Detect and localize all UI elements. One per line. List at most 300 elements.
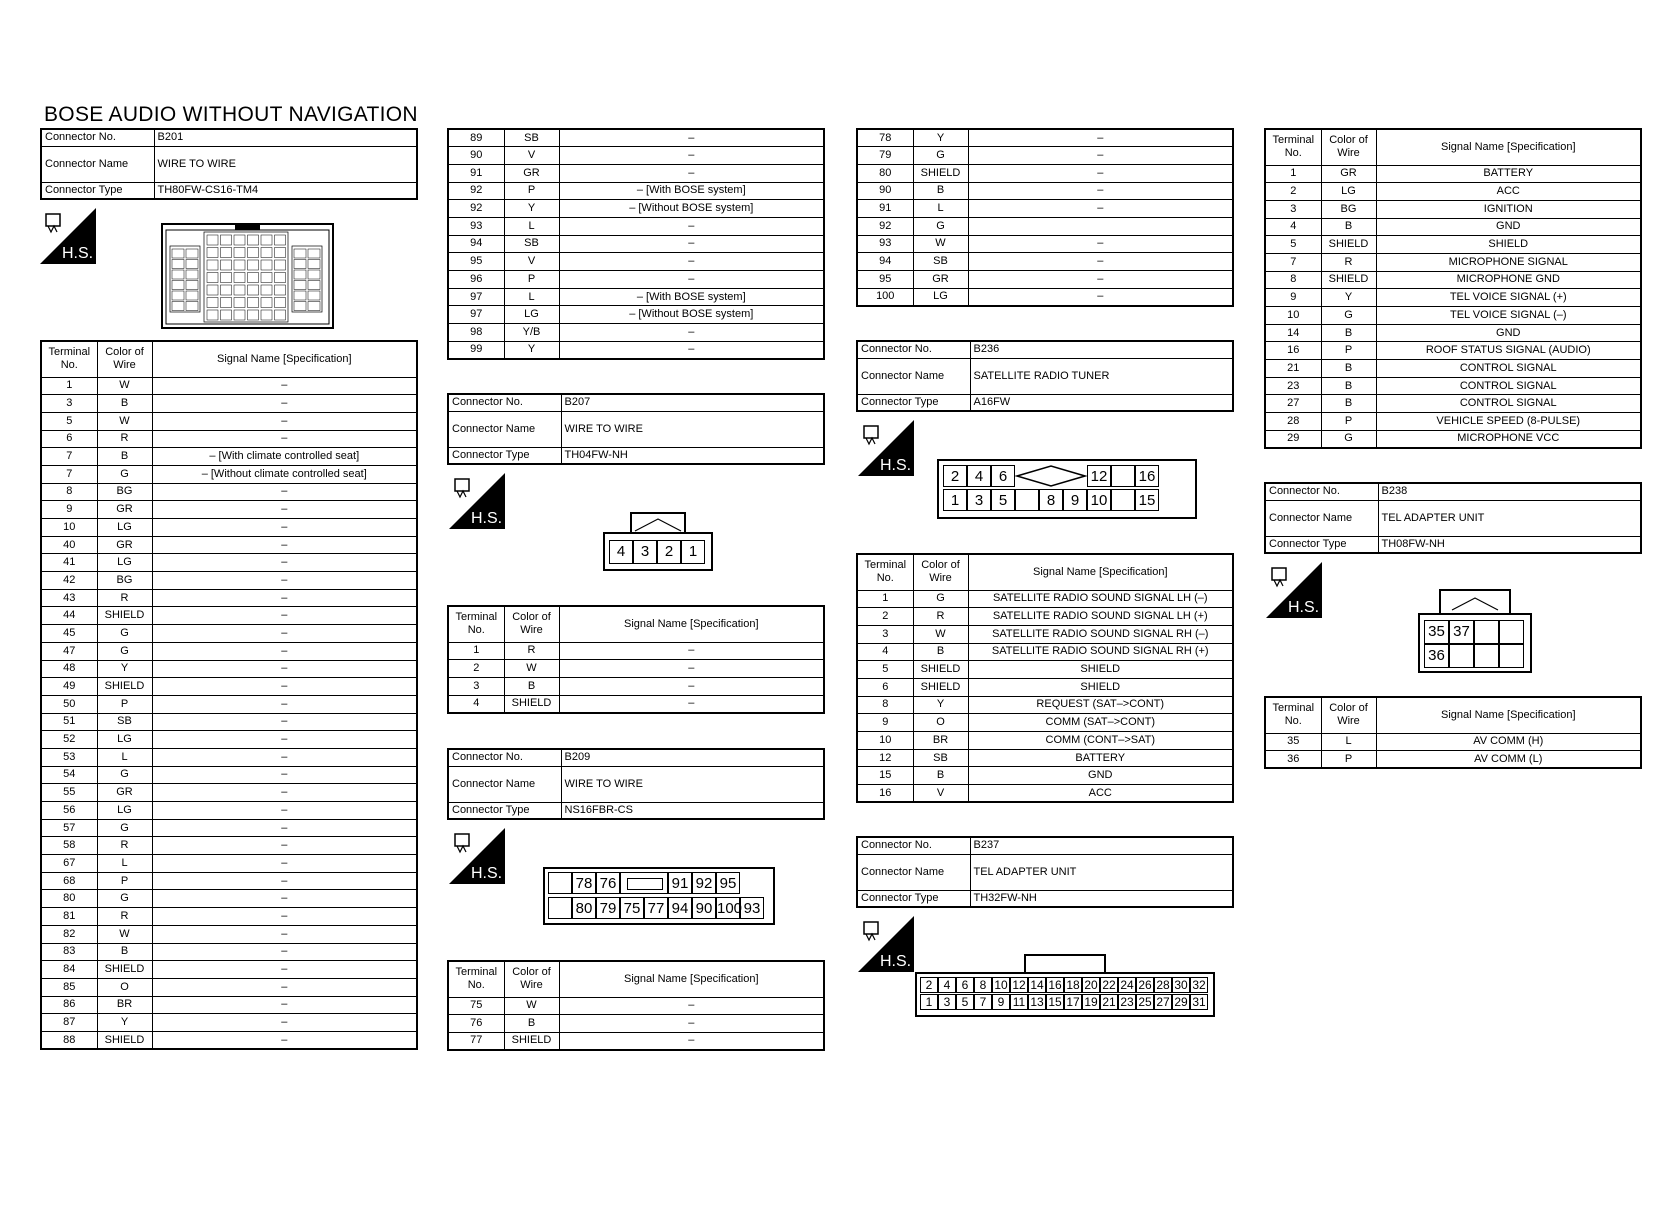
table-row [41, 519, 417, 537]
terminal-no-cell: 91 [857, 200, 913, 218]
b207-table-wrapper [447, 605, 825, 714]
wire-color-cell: W [913, 235, 968, 253]
connector-pin: 1 [681, 540, 705, 564]
table-row [41, 660, 417, 678]
wire-color-cell: B [1321, 395, 1376, 413]
signal-name-cell: TEL VOICE SIGNAL (–) [1376, 307, 1641, 325]
signal-name-cell: – [968, 288, 1233, 306]
terminal-no-cell: 95 [857, 271, 913, 289]
wire-color-cell: R [97, 589, 152, 607]
terminal-no-cell: 100 [857, 288, 913, 306]
color-of-wire-header: Color of Wire [913, 554, 968, 590]
table-row [448, 253, 824, 271]
connector-type-value: NS16FBR-CS [561, 802, 824, 819]
table-row [41, 961, 417, 979]
terminal-no-cell: 83 [41, 943, 97, 961]
connector-pin: 12 [1087, 465, 1111, 487]
terminal-no-cell: 44 [41, 607, 97, 625]
connector-name-value: TEL ADAPTER UNIT [1378, 500, 1641, 536]
terminal-no-cell: 3 [448, 677, 504, 695]
signal-name-cell: SATELLITE RADIO SOUND SIGNAL RH (–) [968, 625, 1233, 643]
connector-no-value: B237 [970, 837, 1233, 854]
connector-type-label: Connector Type [448, 802, 561, 819]
signal-name-cell: SHIELD [968, 661, 1233, 679]
signal-name-cell: – [559, 164, 824, 182]
connector-name-label: Connector Name [857, 854, 970, 890]
connector-name-label: Connector Name [448, 411, 561, 447]
connector-name-value: TEL ADAPTER UNIT [970, 854, 1233, 890]
terminal-no-cell: 88 [41, 1031, 97, 1049]
b209-continued-wrapper [856, 128, 1234, 307]
signal-name-cell: MICROPHONE SIGNAL [1376, 253, 1641, 271]
connector-pin: 4 [609, 540, 633, 564]
terminal-no-cell: 16 [1265, 342, 1321, 360]
connector-name-value: WIRE TO WIRE [154, 146, 417, 182]
connector-pin: 18 [1064, 977, 1082, 993]
connector-no-label: Connector No. [857, 341, 970, 358]
table-row [1265, 342, 1641, 360]
table-row [41, 589, 417, 607]
signal-name-cell: SATELLITE RADIO SOUND SIGNAL RH (+) [968, 643, 1233, 661]
table-row [41, 412, 417, 430]
wire-color-cell: G [97, 642, 152, 660]
terminal-no-cell: 99 [448, 341, 504, 359]
connector-pin: 17 [1064, 994, 1082, 1010]
terminal-no-cell: 2 [857, 608, 913, 626]
wire-color-cell: BR [97, 996, 152, 1014]
signal-name-cell: – [559, 677, 824, 695]
signal-name-cell: – [559, 147, 824, 165]
terminal-no-cell: 53 [41, 748, 97, 766]
terminal-no-cell: 8 [1265, 271, 1321, 289]
b236-section [856, 340, 1234, 412]
table-row [41, 642, 417, 660]
table-row [857, 714, 1233, 732]
wire-color-cell: SHIELD [504, 1032, 559, 1050]
signal-name-cell: SATELLITE RADIO SOUND SIGNAL LH (–) [968, 590, 1233, 608]
connector-pin [1474, 620, 1499, 644]
wire-color-cell: BR [913, 732, 968, 750]
wire-color-cell: LG [97, 519, 152, 537]
b209-section [447, 748, 825, 820]
table-row [41, 625, 417, 643]
connector-no-label: Connector No. [41, 129, 154, 146]
connector-type-label: Connector Type [857, 394, 970, 411]
terminal-no-cell: 90 [857, 182, 913, 200]
signal-name-cell: – [559, 1015, 824, 1033]
connector-type-value: TH08FW-NH [1378, 536, 1641, 553]
wire-color-cell: B [97, 943, 152, 961]
signal-name-cell: – [559, 695, 824, 713]
wire-color-cell: R [1321, 253, 1376, 271]
table-row [41, 377, 417, 395]
signal-name-cell: – [559, 129, 824, 147]
connector-pin: 91 [668, 872, 692, 894]
terminal-no-cell: 76 [448, 1015, 504, 1033]
table-row [1265, 395, 1641, 413]
table-row [1265, 360, 1641, 378]
terminal-no-cell: 28 [1265, 413, 1321, 431]
connector-pin: 9 [1063, 489, 1087, 511]
table-row [857, 200, 1233, 218]
connector-no-label: Connector No. [448, 394, 561, 411]
terminal-no-cell: 84 [41, 961, 97, 979]
connector-no-value: B201 [154, 129, 417, 146]
wire-color-cell: SHIELD [97, 607, 152, 625]
terminal-no-header: Terminal No. [1265, 697, 1321, 733]
wire-color-cell: Y [504, 200, 559, 218]
wire-color-cell: SHIELD [913, 678, 968, 696]
wire-color-cell: V [504, 253, 559, 271]
table-row [448, 997, 824, 1015]
table-row [857, 767, 1233, 785]
wire-color-cell: Y [504, 341, 559, 359]
terminal-no-cell: 45 [41, 625, 97, 643]
connector-pin: 4 [967, 465, 991, 487]
color-of-wire-header: Color of Wire [1321, 129, 1376, 165]
terminal-no-header: Terminal No. [857, 554, 913, 590]
signal-name-cell: – [152, 908, 417, 926]
signal-name-cell: SATELLITE RADIO SOUND SIGNAL LH (+) [968, 608, 1233, 626]
connector-pin: 1 [920, 994, 938, 1010]
wire-color-cell: W [504, 660, 559, 678]
b237-connector-face [915, 953, 1215, 1017]
wire-color-cell: L [97, 855, 152, 873]
b237-table [1264, 128, 1642, 449]
wire-color-cell: SHIELD [97, 961, 152, 979]
wire-color-cell: LG [97, 731, 152, 749]
signal-name-cell: – [152, 642, 417, 660]
table-row [448, 642, 824, 660]
signal-name-cell: – [152, 589, 417, 607]
table-row [448, 182, 824, 200]
connector-pin: 16 [1046, 977, 1064, 993]
terminal-no-cell: 51 [41, 713, 97, 731]
signal-name-cell: REQUEST (SAT–>CONT) [968, 696, 1233, 714]
wire-color-cell: GR [97, 536, 152, 554]
signal-name-cell: – [152, 784, 417, 802]
wire-color-cell: GR [913, 271, 968, 289]
table-row [857, 608, 1233, 626]
signal-name-cell: – [Without BOSE system] [559, 200, 824, 218]
signal-name-cell: – [559, 1032, 824, 1050]
b209-continued-rows [857, 129, 1233, 306]
b238-table-wrapper [1264, 696, 1642, 769]
terminal-no-cell: 79 [857, 147, 913, 165]
wire-color-cell: W [504, 997, 559, 1015]
table-row [1265, 183, 1641, 201]
signal-name-cell: – [559, 341, 824, 359]
terminal-no-cell: 9 [1265, 289, 1321, 307]
connector-pin: 37 [1449, 620, 1474, 644]
table-row [1265, 733, 1641, 751]
signal-name-cell: – [152, 713, 417, 731]
connector-pin: 20 [1082, 977, 1100, 993]
connector-pin: 14 [1028, 977, 1046, 993]
wire-color-cell: GR [1321, 165, 1376, 183]
b238-header-table [1264, 482, 1642, 554]
table-row [1265, 253, 1641, 271]
connector-name-label: Connector Name [448, 766, 561, 802]
table-row [41, 802, 417, 820]
b201-table [40, 340, 418, 1050]
b201-rows [41, 377, 417, 1049]
table-row [41, 766, 417, 784]
terminal-no-cell: 14 [1265, 324, 1321, 342]
wire-color-cell: W [97, 925, 152, 943]
terminal-no-cell: 55 [41, 784, 97, 802]
connector-pin: 5 [991, 489, 1015, 511]
wire-color-cell: B [1321, 377, 1376, 395]
b201-continued-table [447, 128, 825, 360]
terminal-no-cell: 89 [448, 129, 504, 147]
table-row [857, 625, 1233, 643]
b237-header-table [856, 836, 1234, 908]
terminal-no-cell: 67 [41, 855, 97, 873]
signal-name-cell: – [152, 1031, 417, 1049]
terminal-no-cell: 6 [41, 430, 97, 448]
connector-pin: 29 [1172, 994, 1190, 1010]
wire-color-cell: Y [1321, 289, 1376, 307]
connector-key-icon [1015, 465, 1087, 487]
connector-pin: 6 [956, 977, 974, 993]
terminal-no-cell: 93 [448, 217, 504, 235]
connector-key-slot [627, 878, 663, 890]
signal-name-cell: CONTROL SIGNAL [1376, 395, 1641, 413]
signal-name-cell: – [With BOSE system] [559, 288, 824, 306]
b238-rows [1265, 733, 1641, 768]
table-row [857, 696, 1233, 714]
signal-name-cell: – [152, 802, 417, 820]
connector-no-label: Connector No. [857, 837, 970, 854]
b209-table-wrapper [447, 960, 825, 1051]
table-row [1265, 307, 1641, 325]
table-row [857, 678, 1233, 696]
terminal-no-cell: 78 [857, 129, 913, 147]
page-title: BOSE AUDIO WITHOUT NAVIGATION [44, 103, 418, 126]
signal-name-cell: – [968, 164, 1233, 182]
b209-header-table [447, 748, 825, 820]
wire-color-cell: SB [504, 129, 559, 147]
hs-harness-icon [40, 208, 96, 264]
wire-color-cell: W [97, 377, 152, 395]
signal-name-cell: – [968, 147, 1233, 165]
wire-color-cell: BG [1321, 200, 1376, 218]
terminal-no-cell: 92 [448, 182, 504, 200]
table-row [41, 890, 417, 908]
wire-color-cell: G [913, 147, 968, 165]
signal-name-cell: MICROPHONE VCC [1376, 430, 1641, 448]
table-row [857, 235, 1233, 253]
terminal-no-cell: 5 [41, 412, 97, 430]
table-row [448, 1032, 824, 1050]
signal-name-cell: – [968, 200, 1233, 218]
terminal-no-cell: 7 [1265, 253, 1321, 271]
signal-name-cell: – [152, 819, 417, 837]
signal-name-cell: AV COMM (H) [1376, 733, 1641, 751]
wire-color-cell: GR [504, 164, 559, 182]
wire-color-cell: B [1321, 324, 1376, 342]
connector-pin [1015, 489, 1039, 511]
connector-pin: 95 [716, 872, 740, 894]
signal-name-cell: BATTERY [968, 749, 1233, 767]
signal-name-cell: – [968, 182, 1233, 200]
terminal-no-cell: 4 [857, 643, 913, 661]
terminal-no-header: Terminal No. [1265, 129, 1321, 165]
signal-name-cell: – [152, 695, 417, 713]
table-row [41, 748, 417, 766]
connector-pin: 26 [1136, 977, 1154, 993]
connector-pin: 92 [692, 872, 716, 894]
table-row [41, 395, 417, 413]
terminal-no-cell: 95 [448, 253, 504, 271]
terminal-no-cell: 81 [41, 908, 97, 926]
signal-name-cell: – [152, 855, 417, 873]
svg-text:H.S.: H.S. [1288, 599, 1320, 616]
table-row [857, 129, 1233, 147]
signal-name-cell: MICROPHONE GND [1376, 271, 1641, 289]
b201-section [40, 128, 418, 200]
wire-color-cell: SHIELD [97, 1031, 152, 1049]
connector-pin: 9 [992, 994, 1010, 1010]
connector-no-label: Connector No. [448, 749, 561, 766]
color-of-wire-header: Color of Wire [504, 961, 559, 997]
terminal-no-cell: 1 [857, 590, 913, 608]
wire-color-cell: LG [97, 802, 152, 820]
table-row [448, 200, 824, 218]
connector-pin: 16 [1135, 465, 1159, 487]
signal-name-cell: – [152, 430, 417, 448]
table-row [41, 925, 417, 943]
wire-color-cell: B [1321, 218, 1376, 236]
b238-section [1264, 482, 1642, 554]
terminal-no-cell: 29 [1265, 430, 1321, 448]
terminal-no-cell: 68 [41, 872, 97, 890]
wire-color-cell: R [913, 608, 968, 626]
wire-color-cell: B [913, 182, 968, 200]
terminal-no-cell: 23 [1265, 377, 1321, 395]
table-row [41, 448, 417, 466]
table-row [857, 164, 1233, 182]
terminal-no-cell: 50 [41, 695, 97, 713]
terminal-no-cell: 87 [41, 1014, 97, 1032]
terminal-no-cell: 21 [1265, 360, 1321, 378]
signal-name-cell: – [559, 235, 824, 253]
wire-color-cell: L [504, 288, 559, 306]
table-row [1265, 377, 1641, 395]
table-row [448, 306, 824, 324]
connector-pin: 93 [740, 897, 764, 919]
terminal-no-cell: 56 [41, 802, 97, 820]
wire-color-cell: B [913, 767, 968, 785]
terminal-no-cell: 75 [448, 997, 504, 1015]
signal-name-cell: – [968, 253, 1233, 271]
wire-color-cell: L [1321, 733, 1376, 751]
terminal-no-cell: 77 [448, 1032, 504, 1050]
signal-name-cell: – [152, 890, 417, 908]
wire-color-cell: SB [913, 253, 968, 271]
connector-type-value: TH80FW-CS16-TM4 [154, 182, 417, 199]
wire-color-cell: O [97, 978, 152, 996]
table-row [857, 732, 1233, 750]
signal-name-cell [968, 217, 1233, 235]
table-row [1265, 165, 1641, 183]
terminal-no-cell: 1 [448, 642, 504, 660]
terminal-no-cell: 92 [448, 200, 504, 218]
wire-color-cell: G [97, 766, 152, 784]
b201-continued-wrapper [447, 128, 825, 360]
color-of-wire-header: Color of Wire [504, 606, 559, 642]
wire-color-cell: G [1321, 307, 1376, 325]
wire-color-cell: G [97, 625, 152, 643]
signal-name-cell: – [With BOSE system] [559, 182, 824, 200]
signal-name-cell: CONTROL SIGNAL [1376, 360, 1641, 378]
signal-name-cell: – [152, 1014, 417, 1032]
signal-name-cell: – [559, 642, 824, 660]
table-row [41, 501, 417, 519]
signal-name-cell: – [152, 501, 417, 519]
terminal-no-cell: 94 [857, 253, 913, 271]
wire-color-cell: L [913, 200, 968, 218]
terminal-no-cell: 7 [41, 465, 97, 483]
signal-name-cell: – [968, 271, 1233, 289]
terminal-no-cell: 3 [41, 395, 97, 413]
connector-pin: 24 [1118, 977, 1136, 993]
b236-header-table [856, 340, 1234, 412]
table-row [41, 713, 417, 731]
connector-slot [620, 872, 668, 894]
table-row [41, 1031, 417, 1049]
table-row [448, 147, 824, 165]
wire-color-cell: LG [504, 306, 559, 324]
signal-name-cell: – [152, 872, 417, 890]
b236-table [856, 553, 1234, 803]
connector-no-value: B236 [970, 341, 1233, 358]
terminal-no-header: Terminal No. [448, 961, 504, 997]
table-row [41, 855, 417, 873]
terminal-no-cell: 91 [448, 164, 504, 182]
signal-name-cell: – [152, 607, 417, 625]
wire-color-cell: V [504, 147, 559, 165]
connector-type-label: Connector Type [857, 890, 970, 907]
b238-table [1264, 696, 1642, 769]
table-row [41, 731, 417, 749]
connector-pin: 23 [1118, 994, 1136, 1010]
terminal-no-cell: 49 [41, 678, 97, 696]
wire-color-cell: P [97, 695, 152, 713]
b209-connector-face [543, 867, 775, 925]
table-row [41, 695, 417, 713]
hs-harness-icon [1266, 562, 1322, 618]
table-row [1265, 289, 1641, 307]
b201-header-table [40, 128, 418, 200]
connector-pin [1474, 644, 1499, 668]
wire-color-cell: SHIELD [97, 678, 152, 696]
terminal-no-cell: 10 [857, 732, 913, 750]
terminal-no-cell: 96 [448, 271, 504, 289]
terminal-no-cell: 7 [41, 448, 97, 466]
signal-name-cell: – [968, 235, 1233, 253]
signal-name-cell: – [152, 961, 417, 979]
connector-name-value: WIRE TO WIRE [561, 766, 824, 802]
b237-table-wrapper [1264, 128, 1642, 449]
terminal-no-cell: 4 [1265, 218, 1321, 236]
b236-rows [857, 590, 1233, 802]
connector-pin: 32 [1190, 977, 1208, 993]
connector-pin: 76 [596, 872, 620, 894]
connector-pin: 90 [692, 897, 716, 919]
connector-pin: 19 [1082, 994, 1100, 1010]
